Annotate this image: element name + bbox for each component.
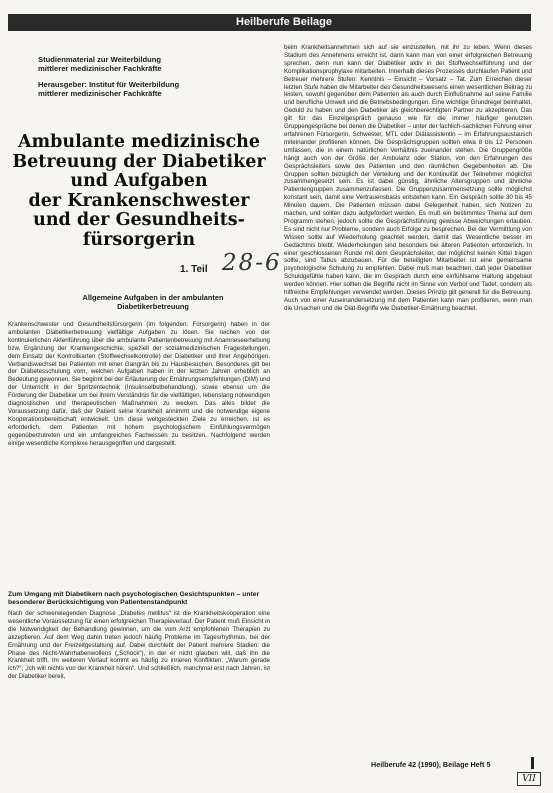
section-title-line: Diabetikerbetreuung (117, 302, 189, 311)
footer-bar (531, 757, 534, 769)
title-line: und Aufgaben (70, 171, 208, 191)
series-line-1: Studienmaterial zur Weiterbildung (38, 55, 162, 64)
title-line: fürsorgerin (82, 229, 196, 250)
title-line: Ambulante medizinische (18, 132, 260, 152)
editor-line-1: Herausgeber: Institut für Weiterbildung (38, 80, 180, 89)
article-title (8, 133, 270, 250)
left-column-body: Krankenschwester und Gesundheitsfürsorgerin (im folgenden: Fürsorgerin) haben in der ambulanten Diabetikerbetreuung vielfältige Aufgaben zu lösen. Sie reichen von der kontinuierlichen Aktenführung über die ambulante Patientenbetreuung mit Anamneseerhebung bzw. Ergänzung der Krankengeschichte, speziell der sozialmedizinischen Fragestellungen, dem Einsatz der Kontrollkarten (Stoffwechselkontrolle) der Diabetiker und ihrer Angehörigen. Verbandswechsel bei Patienten mit einer Gangrän bis zu Hausbesuchen. Besonderes gilt bei der Diabetesschulung vom, welchen Aufgaben haben in der letzten Jahren erheblich an Bedeutung gewonnen. Sie beginnt bei der Erläuterung der Ernährungsempfehlungen (DIM) und der Unterricht in der Spritzentechnik (Insulinselbstbehandlung), sowie ebenso um die Förderung der Diabetiker um bei ihrem Verständnis für die vielfältigen, lebenslang notwendigen diagnostischen und therapeutischen Maßnahmen zu wecken. Das alles bildet die Voraussetzung dafür, daß der Patient seine Krankheit annimmt und die notwendige eigene Kooperationsbereitschaft entwickelt. Um diese weitgesteckten Ziele zu erreichen, ist es erforderlich, dem Patienten mit hohem psychologischem Einfühlungsvermögen gegenüberzutreten und ein umfangreiches Fachwissen zu besitzen. Nachfolgend werden einige wesentliche Komplexe herausgegriffen und dargestellt. (8, 321, 270, 447)
title-line: Betreuung der Diabetiker (12, 151, 266, 172)
editor-line-2: mittlerer medizinischer Fachkräfte (38, 89, 162, 98)
part-label: 1. Teil (180, 264, 208, 275)
footer-citation: Heilberufe 42 (1990), Beilage Heft 5 (371, 760, 491, 769)
handwritten-note: 28-6 (222, 250, 282, 276)
right-column-body: beim Krankheitsannehmen sich auf sie einzustellen, mit ihr zu leben. Wenn dieses Stadium des Annehmens erreicht ist, dann kann man von einer erfolgreichen Betreuung sprechen, denn nun kann der Diabetiker aktiv in der Stoffwechselführung und der Komplikationsprophylaxe mitarbeiten. Innerhalb dieses Prozesses durchlaufen Patient und Betreuer mehrere Stufen: Kenntnis – Einsicht – Vorsatz – Tat. Zum Erreichen dieser letzten Stufe haben die Mitarbeiter des Gesundheitswesens einen wesentlichen Beitrag zu leisten, sowohl gegenüber dem Patienten als auch durch Einflußnahme auf seine Familie und berufliche Umwelt und die Betriebsbedingungen. Eine wichtige Grundregel beinhaltet, Geduld zu haben und den Diabetiker als gleichberechtigten Partner zu akzeptieren. Das gilt für das Einzelgespräch genauso wie für die immer häufiger genutzten Gruppengespräche bei denen die Diabetiker – unter der fachlich-sachlichen Führung einer erfahrenen Fürsorgerin, Schwester, MTL oder Diätassistentin – im Erfahrungsaustausch miteinander profitieren können. Die Gesprächsgruppen sollten etwa 8 bis 12 Personen umfassen, die in einem natürlichen Verhältnis zueinander stehen. Die Gruppengröße hängt auch von der Größe der Ambulanz oder Station, von den Erfahrungen des Gesprächsleiters sowie des Patienten und den räumlichen Gegebenheiten ab. Die Gruppen sollten bezüglich der Verteilung und der Kontinuität der Teilnehmer möglichst zusammengesetzt sein. Es ist dabei günstig, ähnliche Altersgruppen und ähnliche Patientengruppen zusammenzufassen. Die Gruppenzusammensetzung sollte möglichst konstant sein, damit eine Vertrauensbasis entstehen kann. Ein Gespräch sollte 30 bis 45 Minuten dauern. Die Patienten müssen dabei Gelegenheit haben, sich Notizen zu machen, und sollten dazu aufgefordert werden. Es muß ein bestimmtes Thema auf dem Programm stehen, jedoch sollte die Gesprächsführung gewisse Abweichungen erlauben. Es sind nicht nur Probleme, sondern auch Erfolge zu besprechen. Bei der Vermittlung von Wissen sollte auf Wiederholung geachtet werden, damit das Wesentliche besser im Gedächtnis bleibt. Wiederholungen sind besonders bei älteren Patienten erforderlich. In einer geschlossenen Runde mit dem Gesprächsleiter, der möglichst keinen Kittel tragen sollte, sind Tabus abzubauen. Für die beteiligten Mitarbeiter ist eine gemeinsame psychologische Schulung zu empfehlen. Dabei muß man beachten, daß jeder Diabetiker Schuldgefühle haben kann, die im Gespräch durch eine einfühlsame Haltung abgebaut werden können. Hier sollten die Begriffe nicht im Sinne von Verbot und Tadel, sondern als hilfreiche Empfehlungen verwendet werden. Dieses Prinzip gilt generell für die Betreuung. Auch von einer Auseinandersetzung mit dem Patienten kann man profitieren, wenn man die Ursachen und die Diät-Begriffe wie Diabetiker-Ernährung beachtet. (284, 44, 532, 312)
header-title: Heilberufe Beilage (236, 16, 332, 28)
section-title-line: Allgemeine Aufgaben in der ambulanten (82, 293, 224, 302)
left-column-body-2: Nach der schwerwiegenden Diagnose „Diabetes mellitus“ ist die Krankheitskooperation eine wesentliche Voraussetzung für einen erfolgreichen Therapieverlauf. Der Patient muß Einsicht in die Notwendigkeit der Behandlung gewinnen, um die vom Arzt empfohlenen Therapien zu akzeptieren. Auf dem Weg dahin treten jedoch häufig Probleme im Tagesrhythmus, bei der Ernährung und der Freizeitgestaltung auf. Dabei durchlebt der Patient mehrere Stadien: die Phase des Nicht-Wahrhabenwollens („Schock“), in der er nicht glauben will, daß ihn die Krankheit trifft. Im weiteren Verlauf kommt es häufig zu inneren Konflikten: „Warum gerade ich?“, „Ich will nichts von der Krankheit hören“. Und schließlich, manchmal erst nach Jahren, ist der Diabetiker bereit, (8, 610, 270, 681)
series-line-2: mittlerer medizinischer Fachkräfte (38, 64, 162, 73)
page-mark: VII (517, 772, 541, 786)
section-heading: Zum Umgang mit Diabetikern nach psychologischen Gesichtspunkten – unter besonderer Berücksichtigung von Patientenstandpunkt (8, 591, 260, 606)
section-title (38, 293, 268, 311)
header-bar (8, 14, 531, 31)
title-line: und der Gesundheits- (33, 210, 245, 230)
title-line: der Krankenschwester (28, 190, 250, 211)
